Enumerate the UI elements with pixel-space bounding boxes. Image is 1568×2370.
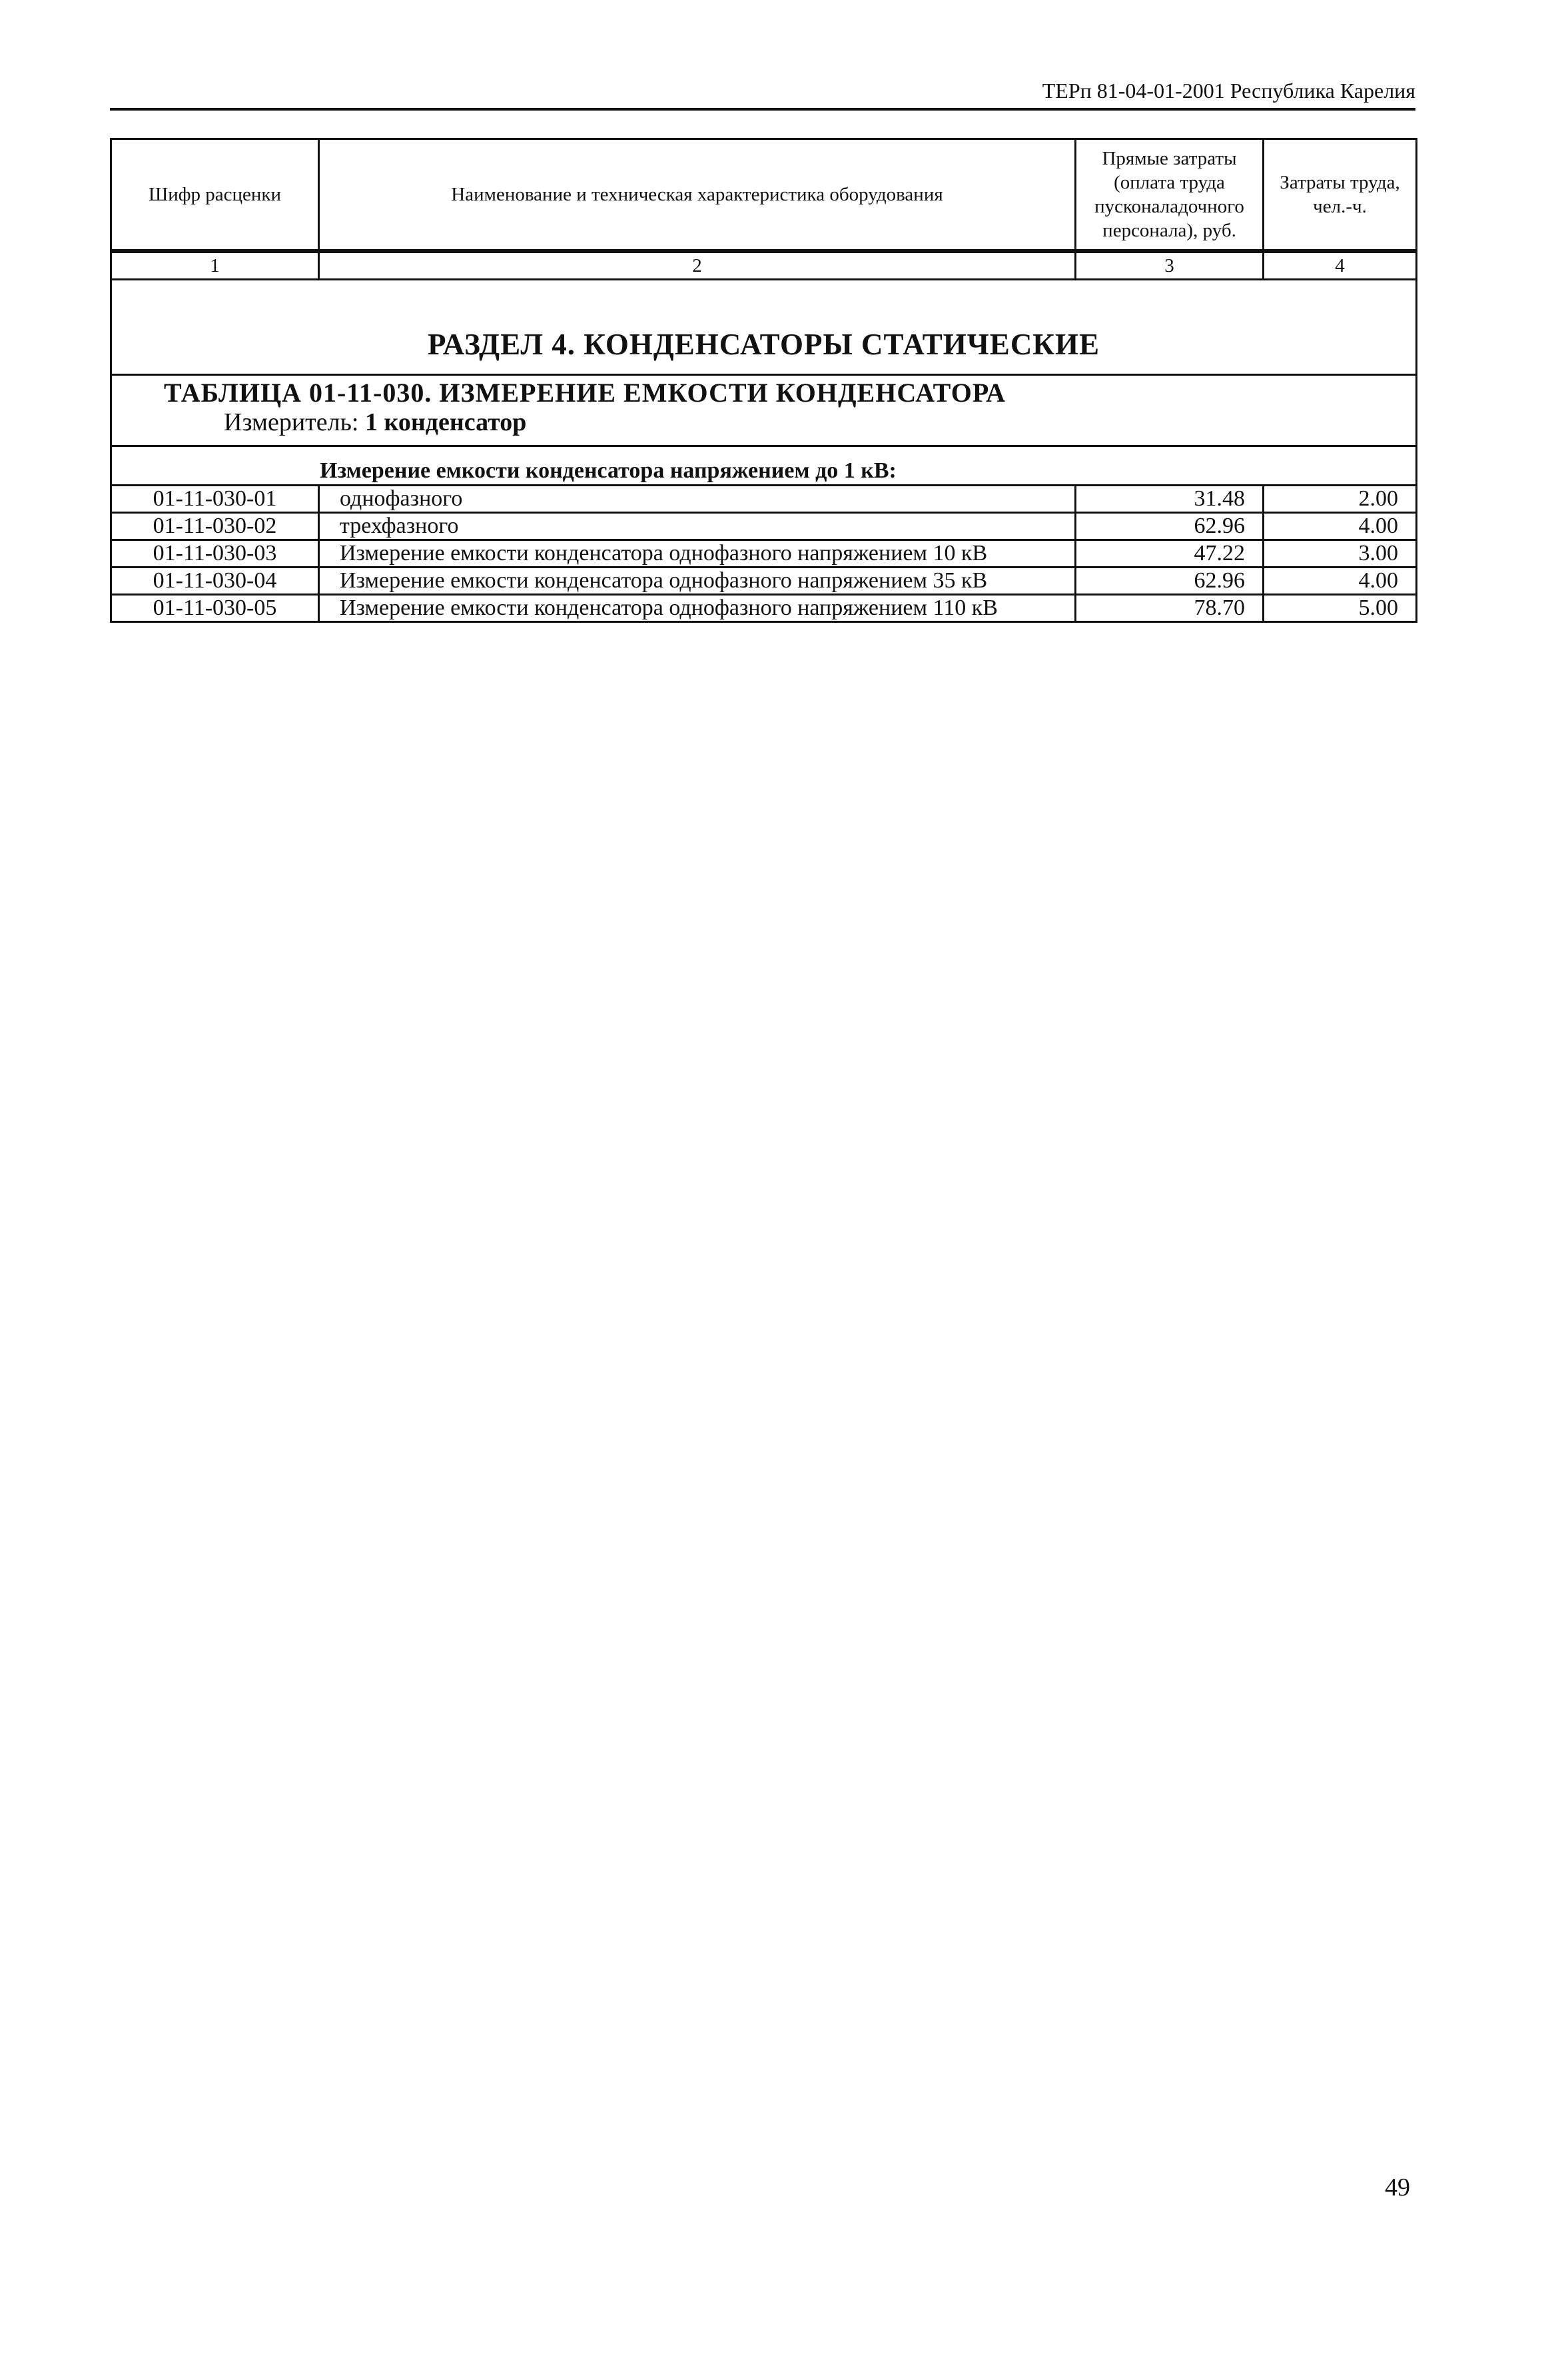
table-title: ТАБЛИЦА 01-11-030. ИЗМЕРЕНИЕ ЕМКОСТИ КОНДЕНСАТОРА	[164, 378, 1006, 408]
rate-code: 01-11-030-01	[111, 486, 319, 513]
rate-cost: 47.22	[1076, 540, 1264, 568]
rate-name: трехфазного	[319, 513, 1076, 540]
group-title: Измерение емкости конденсатора напряжением до 1 кВ:	[111, 446, 1417, 486]
column-header-row	[111, 139, 1417, 252]
column-number-row	[111, 251, 1417, 280]
table-title-row	[111, 375, 1417, 446]
rate-labor: 2.00	[1264, 486, 1417, 513]
section-cell	[111, 280, 1417, 375]
rate-code: 01-11-030-03	[111, 540, 319, 568]
table-row	[111, 540, 1417, 568]
meter-value: 1 конденсатор	[365, 408, 527, 436]
rate-code: 01-11-030-02	[111, 513, 319, 540]
rate-labor: 4.00	[1264, 513, 1417, 540]
table-row	[111, 486, 1417, 513]
table-title-cell	[111, 375, 1417, 446]
table-row	[111, 568, 1417, 595]
section-title: РАЗДЕЛ 4. КОНДЕНСАТОРЫ СТАТИЧЕСКИЕ	[428, 328, 1100, 361]
table-row	[111, 595, 1417, 622]
page-number: 49	[1385, 2173, 1410, 2201]
column-header-name: Наименование и техническая характеристика оборудования	[319, 139, 1076, 252]
rate-labor: 3.00	[1264, 540, 1417, 568]
column-header-code: Шифр расценки	[111, 139, 319, 252]
column-header-labor: Затраты труда, чел.-ч.	[1264, 139, 1417, 252]
meter-label: Измеритель:	[224, 408, 365, 436]
rate-cost: 62.96	[1076, 568, 1264, 595]
rate-name: Измерение емкости конденсатора однофазного напряжением 10 кВ	[319, 540, 1076, 568]
rate-cost: 62.96	[1076, 513, 1264, 540]
rate-name: однофазного	[319, 486, 1076, 513]
rate-labor: 4.00	[1264, 568, 1417, 595]
column-number: 4	[1264, 251, 1417, 280]
rate-code: 01-11-030-04	[111, 568, 319, 595]
rate-cost: 78.70	[1076, 595, 1264, 622]
group-row	[111, 446, 1417, 486]
rate-labor: 5.00	[1264, 595, 1417, 622]
section-row	[111, 280, 1417, 375]
price-table	[110, 138, 1417, 623]
column-header-cost: Прямые затраты (оплата труда пусконаладочного персонала), руб.	[1076, 139, 1264, 252]
column-number: 2	[319, 251, 1076, 280]
rate-code: 01-11-030-05	[111, 595, 319, 622]
column-number: 3	[1076, 251, 1264, 280]
rate-cost: 31.48	[1076, 486, 1264, 513]
rate-name: Измерение емкости конденсатора однофазного напряжением 110 кВ	[319, 595, 1076, 622]
document-code: ТЕРп 81-04-01-2001 Республика Карелия	[1042, 79, 1415, 103]
meter-line	[164, 408, 1410, 437]
table-row	[111, 513, 1417, 540]
column-number: 1	[111, 251, 319, 280]
rate-name: Измерение емкости конденсатора однофазного напряжением 35 кВ	[319, 568, 1076, 595]
document-header	[110, 75, 1415, 111]
